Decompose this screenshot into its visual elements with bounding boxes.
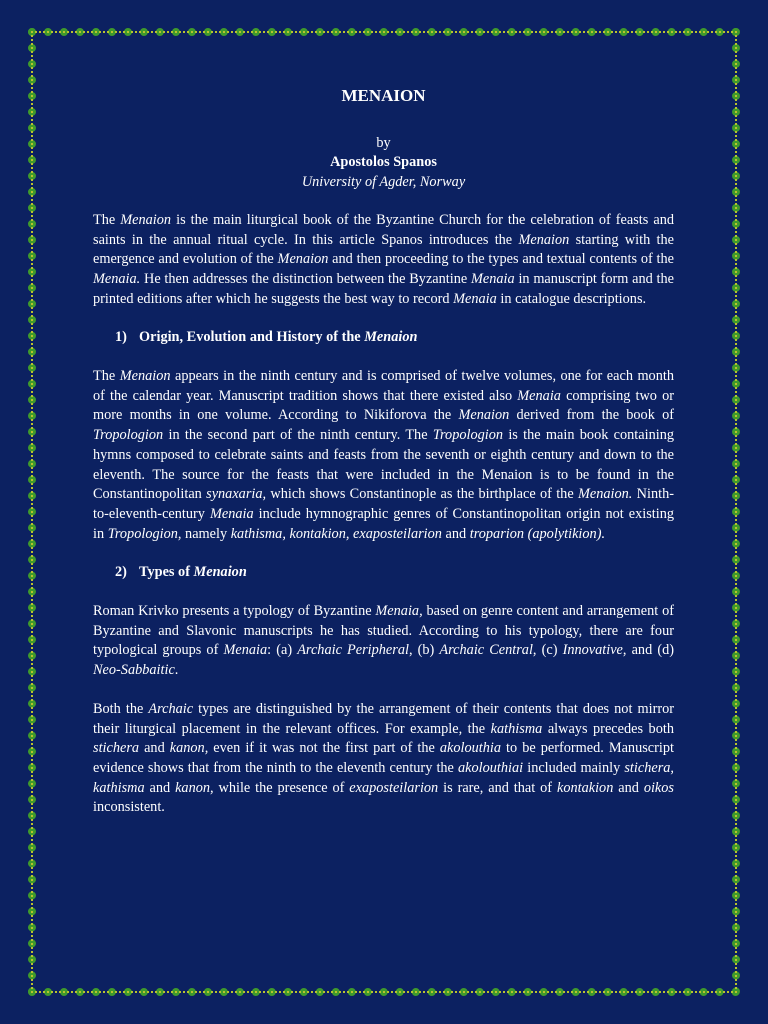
text-run: comprising two or more months in one volume. According to Nikiforova the	[93, 387, 674, 424]
italic-term: akolouthiai	[458, 759, 524, 776]
italic-term: Menaion	[193, 564, 247, 581]
section-title	[139, 564, 247, 580]
text-run: and	[441, 525, 470, 542]
paragraph-origin	[93, 367, 674, 544]
italic-term: Menaia.	[93, 270, 141, 287]
text-run: , (c)	[532, 642, 563, 659]
italic-term: stichera, kathisma	[93, 759, 674, 796]
text-run: in manuscript form and the printed editions after which he suggests the best way to record	[93, 270, 674, 307]
italic-term: Innovative	[562, 642, 623, 659]
italic-term: Tropologion	[432, 427, 504, 444]
italic-term: kontakion	[556, 779, 614, 796]
italic-term: Menaion	[458, 407, 510, 424]
text-run: The	[93, 368, 120, 385]
text-run: He then addresses the distinction between the Byzantine	[140, 270, 471, 287]
italic-term: Menaia,	[375, 603, 423, 620]
italic-term: Archaic Peripheral	[297, 642, 409, 659]
text-run: Roman Krivko presents a typology of Byzantine	[93, 603, 376, 620]
abstract-paragraph	[93, 211, 674, 310]
italic-term: Menaia	[209, 505, 254, 522]
italic-term: Menaion.	[577, 486, 633, 503]
italic-term: akolouthia	[439, 740, 502, 757]
author-affiliation: University of Agder, Norway	[301, 174, 466, 191]
text-run: to be performed. Manuscript evidence shows that from the ninth to the eleventh century the	[93, 740, 674, 776]
italic-term: kathisma, kontakion, exaposteilarion	[230, 525, 442, 542]
text-run: include hymnographic genres of Constantinopolitan origin not existing in	[93, 505, 674, 542]
text-run: .	[174, 662, 179, 679]
italic-term: Archaic	[148, 700, 194, 717]
text-run: is the main liturgical book of the Byzantine Church for the celebration of feasts and saints in the annual ritual cycle. In this article Spanos introduces the	[93, 211, 674, 248]
section-number: 2)	[115, 564, 127, 581]
italic-term: kathisma	[490, 720, 543, 737]
text-run: , (b)	[408, 642, 440, 659]
italic-term: Tropologion,	[107, 525, 182, 542]
italic-term: troparion (apolytikion).	[469, 525, 606, 542]
italic-term: Tropologion	[93, 427, 164, 444]
text-run: and	[139, 740, 170, 757]
italic-term: Menaion	[119, 368, 171, 385]
section-title	[139, 329, 417, 345]
italic-term: Menaion	[518, 231, 570, 248]
italic-term: Menaia	[223, 642, 268, 659]
byline: by	[376, 134, 391, 151]
text-run: Ninth-to-eleventh-century	[93, 486, 675, 522]
document-title: MENAION	[341, 86, 426, 105]
text-run: which shows Constantinople as the birthplace of the	[266, 486, 578, 503]
paragraph-archaic-types	[93, 700, 674, 818]
paragraph-typology	[93, 602, 674, 681]
text-run: even if it was not the first part of the	[208, 740, 440, 757]
text-run: and	[613, 779, 644, 796]
text-run: Origin, Evolution and History of the	[139, 329, 365, 346]
italic-term: Menaion	[364, 329, 418, 346]
text-run: derived from the book of	[509, 407, 674, 424]
italic-term: Menaia	[471, 270, 515, 287]
italic-term: Neo-Sabbaitic	[93, 662, 175, 679]
text-run: based on genre content and arrangement of Byzantine and Slavonic manuscripts he has studied. According to his typology, there are four typological groups of	[93, 603, 674, 659]
italic-term: exaposteilarion	[349, 779, 439, 796]
italic-term: oikos	[643, 779, 674, 796]
text-run: is rare, and that of	[438, 779, 557, 796]
section-heading-origin	[93, 328, 674, 348]
text-run: is the main book containing hymns composed to celebrate saints and feasts from the seventh or eighth century and down to the eleventh. The source for the feasts that were included in the Menaion is to be found in the Constantinopolitan	[93, 427, 675, 503]
text-run: while the presence of	[213, 779, 350, 796]
italic-term: Archaic Central	[439, 642, 533, 659]
document-page	[93, 86, 674, 837]
text-run: types are distinguished by the arrangement of their contents that does not mirror their liturgical placement in the relevant offices. For example, the	[93, 700, 675, 737]
italic-term: kanon,	[169, 740, 209, 757]
italic-term: Menaia	[517, 387, 561, 404]
text-run: Both the	[93, 700, 149, 717]
text-run: appears in the ninth century and is comprised of twelve volumes, one for each month of the calendar year. Manuscript tradition shows that there existed also	[93, 368, 674, 404]
section-heading-types	[93, 563, 674, 583]
section-number: 1)	[115, 329, 127, 346]
text-run: Types of	[139, 564, 194, 581]
text-run: : (a)	[267, 642, 298, 659]
italic-term: kanon,	[175, 779, 214, 796]
text-run: namely	[181, 525, 231, 542]
text-run: and then proceeding to the types and textual contents of the	[328, 251, 674, 268]
italic-term: stichera	[93, 740, 140, 757]
text-run: The	[93, 211, 121, 228]
text-run: in the second part of the ninth century. The	[163, 427, 433, 444]
text-run: included mainly	[523, 759, 625, 776]
text-run: always precedes both	[542, 720, 674, 737]
text-run: and	[144, 779, 176, 796]
italic-term: Menaion	[120, 211, 172, 228]
author-name: Apostolos Spanos	[330, 154, 437, 171]
italic-term: Menaia	[453, 290, 497, 307]
italic-term: Menaion	[277, 251, 329, 268]
italic-term: synaxaria,	[206, 486, 267, 503]
text-run: , and (d)	[622, 642, 674, 659]
text-run: starting with the emergence and evolution of the	[93, 231, 674, 268]
text-run: inconsistent.	[93, 799, 165, 816]
text-run: in catalogue descriptions.	[496, 290, 647, 307]
